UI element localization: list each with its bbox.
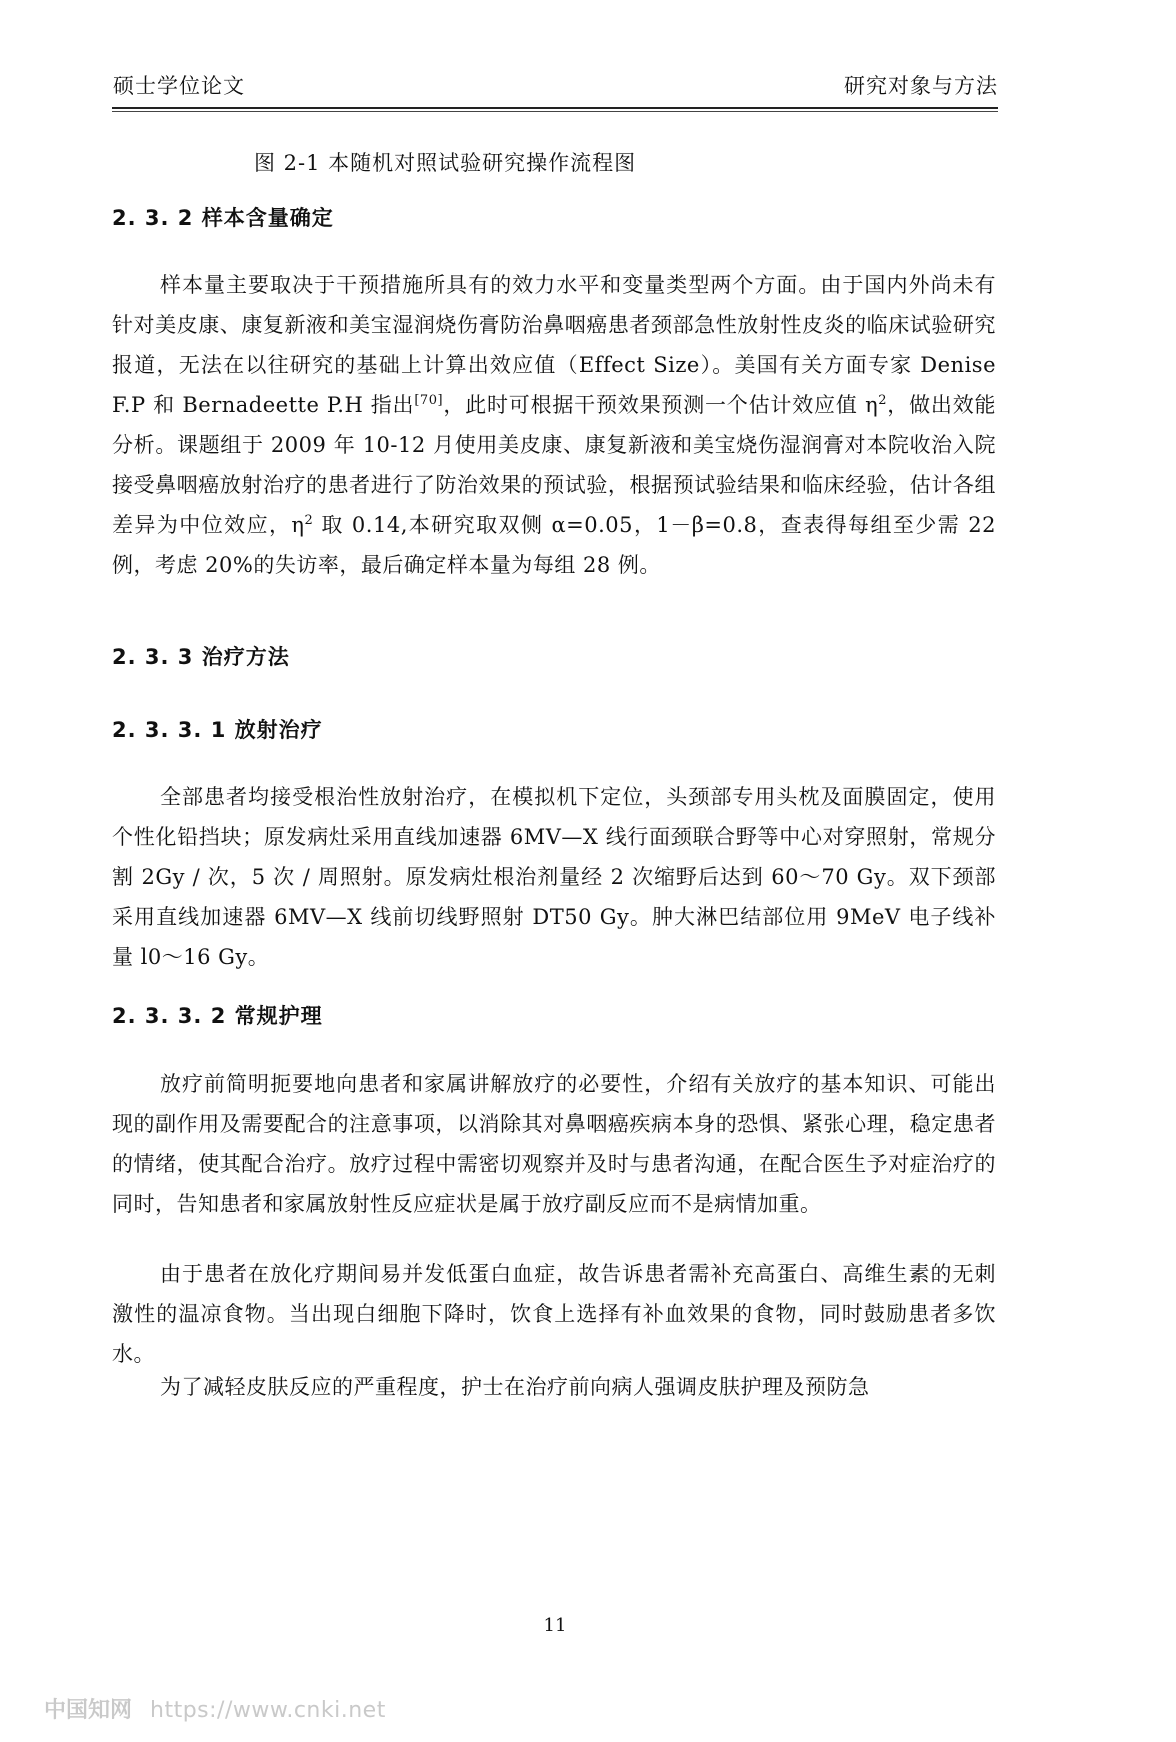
superscript: 2 [304,513,314,528]
superscript: 2 [878,393,887,408]
figure-caption: 图 2-1 本随机对照试验研究操作流程图 [254,151,637,175]
cnki-watermark [44,1693,386,1724]
paragraph-radiotherapy [112,777,996,977]
header-right-title: 研究对象与方法 [844,74,998,98]
paragraph-text: 为了减轻皮肤反应的严重程度，护士在治疗前向病人强调皮肤护理及预防急 [160,1375,870,1399]
section-heading-2-3-3-2: 2. 3. 3. 2 常规护理 [112,1004,323,1028]
page-number: 11 [543,1615,567,1636]
paragraph-routine-care [112,1064,996,1224]
paragraph-text: 由于患者在放化疗期间易并发低蛋白血症，故告诉患者需补充高蛋白、高维生素的无刺激性的温凉食物。当出现白细胞下降时，饮食上选择有补血效果的食物，同时鼓励患者多饮水。 [112,1262,996,1366]
text-run: ，做出效能分析。课题组于 2009 年 10-12 月使用美皮康、康复新液和美宝烧伤湿润膏对本院收治入院接受鼻咽癌放射治疗的患者进行了防治效果的预试验，根据预试验结果和临床经验，估计各组差异为中位效应，η [112,393,997,537]
citation-ref[interactable]: [70] [414,393,444,408]
paragraph-diet [112,1254,996,1374]
watermark-url: https://www.cnki.net [150,1698,386,1723]
paragraph-skin-care [112,1367,996,1407]
paragraph-sample-size [112,265,996,585]
section-heading-2-3-3: 2. 3. 3 治疗方法 [112,645,290,669]
header-rule [112,107,998,112]
text-run: 取 0.14,本研究取双侧 α=0.05，1－β=0.8，查表得每组至少需 22 例，考虑 20%的失访率，最后确定样本量为每组 28 例。 [112,513,996,577]
paragraph-text: 放疗前简明扼要地向患者和家属讲解放疗的必要性，介绍有关放疗的基本知识、可能出现的副作用及需要配合的注意事项，以消除其对鼻咽癌疾病本身的恐惧、紧张心理，稳定患者的情绪，使其配合治疗。放疗过程中需密切观察并及时与患者沟通，在配合医生予对症治疗的同时，告知患者和家属放射性反应症状是属于放疗副反应而不是病情加重。 [112,1072,996,1216]
text-run: 样本量主要取决于干预措施所具有的效力水平和变量类型两个方面。由于国内外尚未有针对美皮康、康复新液和美宝湿润烧伤膏防治鼻咽癌患者颈部急性放射性皮炎的临床试验研究报道，无法在以往研究的基础上计算出效应值（Effect Size）。美国有关方面专家 Denise F.P 和 Bernadeette P.H 指出 [112,273,996,417]
paragraph-text: 全部患者均接受根治性放射治疗，在模拟机下定位，头颈部专用头枕及面膜固定，使用个性化铅挡块；原发病灶采用直线加速器 6MV—X 线行面颈联合野等中心对穿照射，常规分割 2Gy / 次，5 次 / 周照射。原发病灶根治剂量经 2 次缩野后达到 60～70 Gy。双下颈部采用直线加速器 6MV—X 线前切线野照射 DT50 Gy。肿大淋巴结部位用 9MeV 电子线补量 l0～16 Gy。 [112,785,996,969]
section-heading-2-3-3-1: 2. 3. 3. 1 放射治疗 [112,718,323,742]
section-heading-2-3-2: 2. 3. 2 样本含量确定 [112,206,334,230]
header-left-title: 硕士学位论文 [113,74,245,98]
text-run: ，此时可根据干预效果预测一个估计效应值 η [443,393,879,417]
watermark-brand: 中国知网 [44,1698,133,1723]
